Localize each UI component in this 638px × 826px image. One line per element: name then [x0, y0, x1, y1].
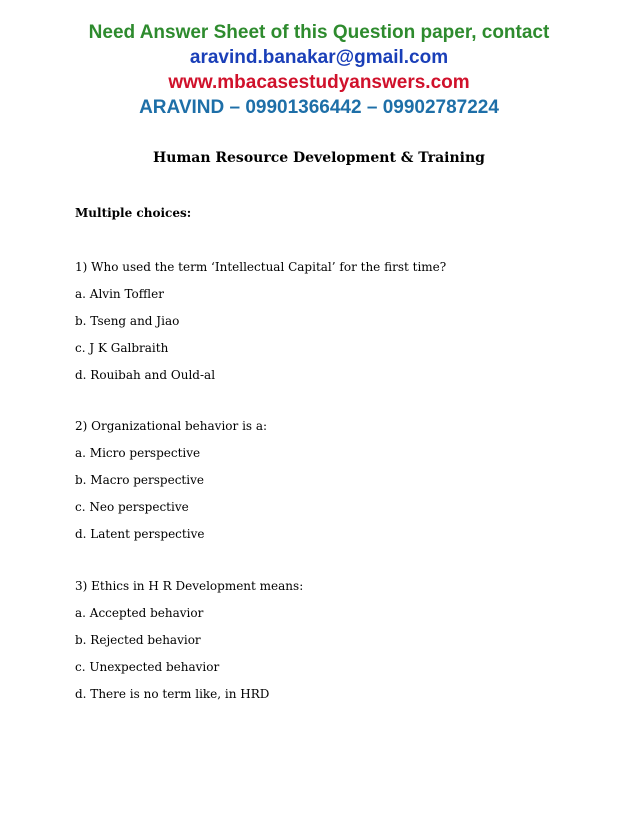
answer-option: d. Latent perspective [75, 527, 205, 541]
answer-option: a. Alvin Toffler [75, 287, 164, 301]
answer-option: c. Unexpected behavior [75, 660, 220, 674]
answer-option: d. Rouibah and Ould-al [75, 368, 216, 382]
contact-line: Need Answer Sheet of this Question paper, contact [88, 22, 550, 43]
question-2 [75, 413, 267, 548]
contact-header [0, 20, 638, 120]
answer-option: a. Micro perspective [75, 446, 201, 460]
answer-option: b. Macro perspective [75, 473, 204, 487]
question-prompt: 3) Ethics in H R Development means: [75, 579, 304, 593]
answer-option: c. Neo perspective [75, 500, 189, 514]
document-title: Human Resource Development & Training [153, 150, 485, 166]
question-3 [75, 573, 303, 708]
question-prompt: 1) Who used the term ‘Intellectual Capital’ for the first time? [75, 260, 447, 274]
contact-phones: ARAVIND – 09901366442 – 09902787224 [139, 97, 499, 118]
question-1 [75, 254, 446, 389]
answer-option: a. Accepted behavior [75, 606, 204, 620]
contact-website: www.mbacasestudyanswers.com [168, 72, 470, 93]
answer-option: b. Rejected behavior [75, 633, 201, 647]
section-heading: Multiple choices: [75, 206, 192, 220]
answer-option: d. There is no term like, in HRD [75, 687, 270, 701]
contact-email: aravind.banakar@gmail.com [189, 47, 449, 68]
answer-option: c. J K Galbraith [75, 341, 169, 355]
answer-option: b. Tseng and Jiao [75, 314, 180, 328]
question-prompt: 2) Organizational behavior is a: [75, 419, 268, 433]
